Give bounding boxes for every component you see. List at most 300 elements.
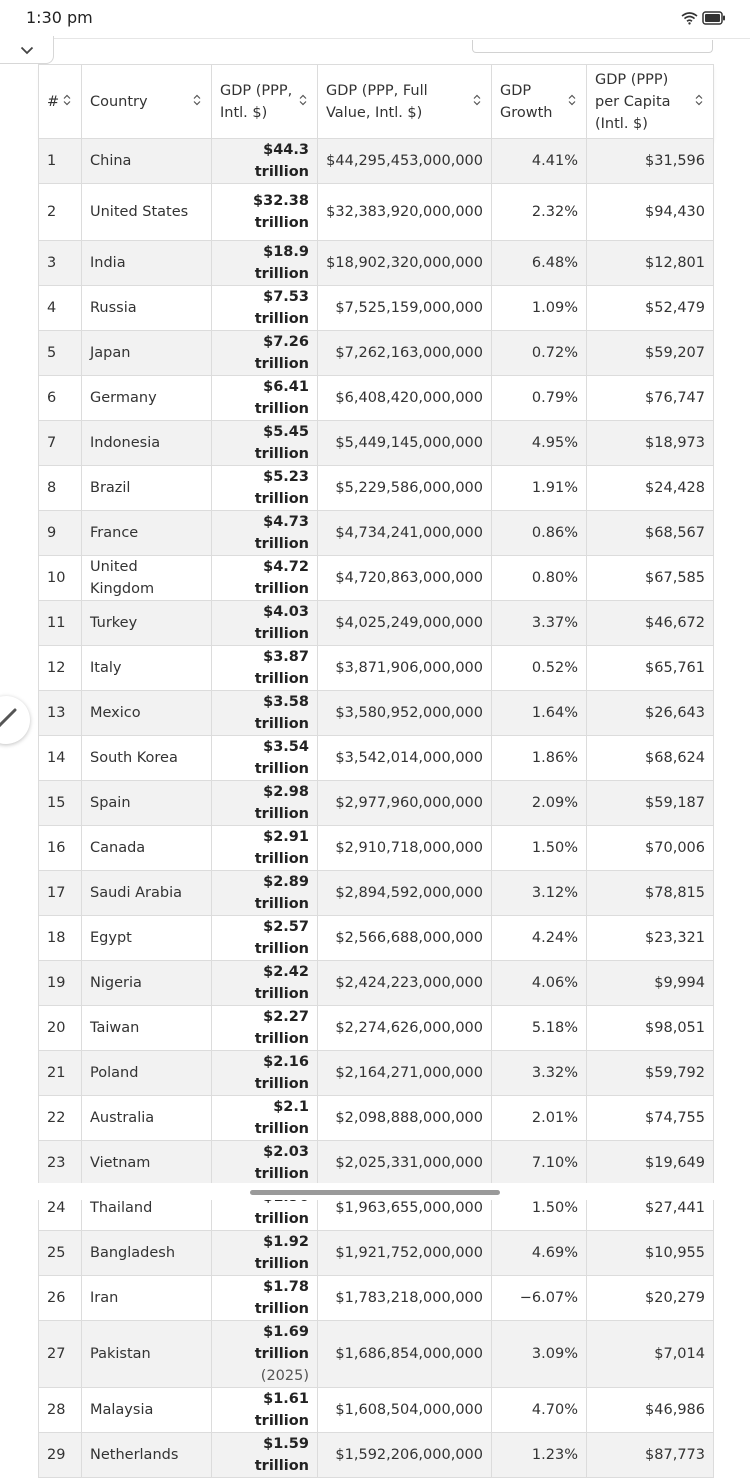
- cell-gdp-text: $44.3 trillion: [254, 142, 309, 180]
- table-row: [39, 916, 714, 961]
- cell-gdp-text: $1.69 trillion: [254, 1324, 309, 1362]
- table-row: [39, 691, 714, 736]
- cell-gdp: [212, 1433, 318, 1478]
- cell-growth: [492, 1433, 587, 1478]
- cell-country-text: Malaysia: [90, 1402, 154, 1418]
- cell-gdp-full: [318, 1096, 492, 1141]
- cell-gdp-full: [318, 556, 492, 601]
- cell-gdp-full-text: $6,408,420,000,000: [335, 390, 483, 406]
- cell-gdp-text: $32.38 trillion: [253, 193, 309, 231]
- cell-rank: [39, 1321, 82, 1388]
- cell-rank: [39, 184, 82, 241]
- cell-rank: [39, 511, 82, 556]
- cell-gdp-full-text: $4,025,249,000,000: [335, 615, 483, 631]
- cell-country: [82, 184, 212, 241]
- cell-country: [82, 286, 212, 331]
- cell-gdp-full: [318, 1388, 492, 1433]
- cell-country: [82, 331, 212, 376]
- cell-rank: [39, 601, 82, 646]
- cell-per-capita-text: $23,321: [645, 930, 705, 946]
- cell-rank-text: 1: [47, 153, 57, 169]
- cell-country-text: Germany: [90, 390, 157, 406]
- cell-gdp-full: [318, 331, 492, 376]
- cell-rank-text: 4: [47, 300, 57, 316]
- cell-per-capita-text: $46,986: [645, 1402, 705, 1418]
- cell-growth-text: 3.12%: [531, 885, 578, 901]
- cell-country: [82, 601, 212, 646]
- sort-icon[interactable]: [473, 91, 483, 113]
- cell-rank: [39, 1096, 82, 1141]
- cell-growth: [492, 511, 587, 556]
- cell-gdp-text: trillion: [254, 1211, 309, 1227]
- cell-gdp-full: [318, 871, 492, 916]
- cell-growth-text: 6.48%: [531, 255, 578, 271]
- cell-country-text: Russia: [90, 300, 137, 316]
- cell-per-capita-text: $10,955: [645, 1245, 705, 1261]
- cell-per-capita: [587, 601, 714, 646]
- cell-rank: [39, 916, 82, 961]
- cell-per-capita-text: $31,596: [645, 153, 705, 169]
- cell-country-text: Vietnam: [90, 1155, 151, 1171]
- cell-gdp-full-text: $2,098,888,000,000: [335, 1110, 483, 1126]
- collapse-button[interactable]: [0, 36, 54, 64]
- table-row: [39, 286, 714, 331]
- cell-gdp: [212, 1141, 318, 1186]
- cell-country-text: China: [90, 153, 132, 169]
- cell-country-text: Bangladesh: [90, 1245, 176, 1261]
- cell-growth-text: −6.07%: [519, 1290, 578, 1306]
- cell-gdp: [212, 511, 318, 556]
- cell-gdp-full: [318, 961, 492, 1006]
- cell-per-capita: [587, 961, 714, 1006]
- table-row: [39, 376, 714, 421]
- cell-gdp-full-text: $3,871,906,000,000: [335, 660, 483, 676]
- cell-rank-text: 14: [47, 750, 66, 766]
- cell-country-text: Egypt: [90, 930, 132, 946]
- cell-per-capita-text: $24,428: [645, 480, 705, 496]
- cell-gdp-full-text: $32,383,920,000,000: [326, 204, 483, 220]
- cell-per-capita: [587, 1276, 714, 1321]
- cell-rank: [39, 826, 82, 871]
- cell-per-capita-text: $27,441: [645, 1200, 705, 1216]
- table-row: [39, 241, 714, 286]
- cell-gdp-full-text: $3,542,014,000,000: [335, 750, 483, 766]
- cell-gdp-text: $4.73 trillion: [254, 514, 309, 552]
- cell-rank-text: 29: [47, 1447, 66, 1463]
- header-label: Country: [90, 93, 148, 110]
- cell-rank: [39, 331, 82, 376]
- cell-rank-text: 12: [47, 660, 66, 676]
- cell-per-capita: [587, 241, 714, 286]
- cell-gdp-full: [318, 466, 492, 511]
- cell-gdp-full-text: $7,262,163,000,000: [335, 345, 483, 361]
- cell-gdp: [212, 556, 318, 601]
- cell-gdp: [212, 1006, 318, 1051]
- column-header-per-capita[interactable]: [587, 65, 714, 139]
- table-row: [39, 601, 714, 646]
- cell-per-capita-text: $87,773: [645, 1447, 705, 1463]
- cell-growth-text: 1.50%: [531, 1200, 578, 1216]
- cell-per-capita-text: $78,815: [645, 885, 705, 901]
- cell-gdp-full: [318, 736, 492, 781]
- cell-per-capita-text: $76,747: [645, 390, 705, 406]
- cell-gdp-full: [318, 139, 492, 184]
- cell-per-capita: [587, 1388, 714, 1433]
- cell-growth-text: 0.80%: [531, 570, 578, 586]
- cell-gdp: [212, 139, 318, 184]
- cell-rank-text: 8: [47, 480, 57, 496]
- cell-rank-text: 26: [47, 1290, 66, 1306]
- cell-gdp: [212, 871, 318, 916]
- cell-gdp: [212, 421, 318, 466]
- header-label: GDP (PPP) per Capita (Intl. $): [595, 71, 671, 132]
- cell-per-capita-text: $67,585: [645, 570, 705, 586]
- cell-growth-text: 0.86%: [531, 525, 578, 541]
- cell-gdp-full-text: $2,894,592,000,000: [335, 885, 483, 901]
- cell-rank: [39, 466, 82, 511]
- cell-country-text: Taiwan: [90, 1020, 140, 1036]
- cell-gdp-full-text: $7,525,159,000,000: [335, 300, 483, 316]
- cell-per-capita: [587, 556, 714, 601]
- pencil-icon: [0, 707, 17, 733]
- cell-country: [82, 916, 212, 961]
- cell-growth: [492, 1096, 587, 1141]
- cell-growth: [492, 421, 587, 466]
- cell-gdp: [212, 646, 318, 691]
- cell-gdp-full-text: $2,910,718,000,000: [335, 840, 483, 856]
- cell-gdp: [212, 466, 318, 511]
- cell-per-capita: [587, 511, 714, 556]
- cell-rank-text: 2: [47, 204, 57, 220]
- cell-rank-text: 5: [47, 345, 57, 361]
- cell-gdp-text: $5.23 trillion: [254, 469, 309, 507]
- cell-rank: [39, 1276, 82, 1321]
- cell-gdp-full-text: $44,295,453,000,000: [326, 153, 483, 169]
- cell-per-capita: [587, 871, 714, 916]
- cell-gdp-full-text: $3,580,952,000,000: [335, 705, 483, 721]
- cell-per-capita: [587, 1321, 714, 1388]
- cell-country-text: Pakistan: [90, 1346, 151, 1362]
- cell-per-capita-text: $20,279: [645, 1290, 705, 1306]
- table-header-row: [39, 65, 714, 139]
- cell-per-capita: [587, 1096, 714, 1141]
- cell-gdp: [212, 916, 318, 961]
- cell-growth-text: 0.72%: [531, 345, 578, 361]
- search-input[interactable]: [472, 40, 713, 53]
- cell-gdp-full: [318, 691, 492, 736]
- cell-rank: [39, 961, 82, 1006]
- cell-gdp-full-text: $1,608,504,000,000: [335, 1402, 483, 1418]
- table-row: [39, 139, 714, 184]
- cell-gdp: [212, 781, 318, 826]
- table-row: [39, 184, 714, 241]
- cell-country: [82, 781, 212, 826]
- cell-country: [82, 376, 212, 421]
- cell-country: [82, 691, 212, 736]
- header-label: GDP (PPP, Intl. $): [220, 82, 293, 121]
- cell-growth-text: 1.86%: [531, 750, 578, 766]
- cell-growth: [492, 691, 587, 736]
- cell-gdp: [212, 241, 318, 286]
- cell-rank-text: 3: [47, 255, 57, 271]
- cell-gdp-full-text: $2,424,223,000,000: [335, 975, 483, 991]
- cell-per-capita-text: $52,479: [645, 300, 705, 316]
- cell-country-text: Indonesia: [90, 435, 161, 451]
- cell-gdp-full-text: $2,977,960,000,000: [335, 795, 483, 811]
- cell-gdp-text: $4.03 trillion: [254, 604, 309, 642]
- cell-gdp-full-text: $4,734,241,000,000: [335, 525, 483, 541]
- cell-gdp-text: $1.92 trillion: [254, 1234, 309, 1272]
- cell-rank: [39, 646, 82, 691]
- cell-country: [82, 646, 212, 691]
- cell-per-capita: [587, 331, 714, 376]
- cell-gdp-text: $1.61 trillion: [254, 1391, 309, 1429]
- cell-gdp-full: [318, 646, 492, 691]
- table-row: [39, 1276, 714, 1321]
- cell-per-capita: [587, 916, 714, 961]
- cell-country-text: France: [90, 525, 139, 541]
- cell-country-text: Canada: [90, 840, 146, 856]
- cell-gdp-text: $2.57 trillion: [254, 919, 309, 957]
- cell-gdp: [212, 826, 318, 871]
- cell-per-capita: [587, 826, 714, 871]
- cell-gdp-text: $3.58 trillion: [254, 694, 309, 732]
- cell-rank: [39, 241, 82, 286]
- cell-growth-text: 7.10%: [531, 1155, 578, 1171]
- cell-gdp-full: [318, 1276, 492, 1321]
- cell-growth-text: 0.79%: [531, 390, 578, 406]
- cell-country: [82, 1096, 212, 1141]
- column-header-country[interactable]: [82, 65, 212, 139]
- cell-growth: [492, 139, 587, 184]
- cell-country: [82, 871, 212, 916]
- cell-gdp: [212, 736, 318, 781]
- cell-growth: [492, 331, 587, 376]
- cell-growth: [492, 1321, 587, 1388]
- table-row: [39, 646, 714, 691]
- cell-rank: [39, 1141, 82, 1186]
- cell-rank-text: 22: [47, 1110, 66, 1126]
- cell-country: [82, 511, 212, 556]
- sort-icon[interactable]: [193, 91, 203, 113]
- table-row: [39, 1141, 714, 1186]
- cell-growth: [492, 781, 587, 826]
- cell-gdp: [212, 601, 318, 646]
- cell-gdp: [212, 691, 318, 736]
- cell-country: [82, 736, 212, 781]
- cell-rank-text: 27: [47, 1346, 66, 1362]
- cell-growth-text: 1.50%: [531, 840, 578, 856]
- cell-gdp-text: $3.87 trillion: [254, 649, 309, 687]
- cell-growth: [492, 556, 587, 601]
- cell-growth-text: 1.23%: [531, 1447, 578, 1463]
- cell-rank: [39, 781, 82, 826]
- column-header-rank[interactable]: [39, 65, 82, 139]
- cell-growth: [492, 601, 587, 646]
- table-row: [39, 511, 714, 556]
- cell-growth-text: 4.69%: [531, 1245, 578, 1261]
- cell-growth: [492, 466, 587, 511]
- cell-gdp-text: $5.45 trillion: [254, 424, 309, 462]
- cell-growth-text: 5.18%: [531, 1020, 578, 1036]
- battery-icon: [702, 10, 726, 29]
- cell-growth-text: 4.24%: [531, 930, 578, 946]
- cell-country-text: United States: [90, 204, 189, 220]
- cell-country: [82, 139, 212, 184]
- cell-rank: [39, 139, 82, 184]
- cell-country: [82, 1141, 212, 1186]
- gdp-table: [38, 64, 714, 1478]
- table-row: [39, 871, 714, 916]
- cell-country: [82, 241, 212, 286]
- cell-growth-text: 4.95%: [531, 435, 578, 451]
- cell-gdp-text: $4.72 trillion: [254, 559, 309, 597]
- cell-country-text: Mexico: [90, 705, 141, 721]
- cell-per-capita-text: $9,994: [654, 975, 705, 991]
- cell-per-capita-text: $59,207: [645, 345, 705, 361]
- cell-per-capita-text: $46,672: [645, 615, 705, 631]
- cell-gdp-full-text: $18,902,320,000,000: [326, 255, 483, 271]
- sort-icon[interactable]: [299, 91, 309, 113]
- cell-rank: [39, 376, 82, 421]
- cell-country: [82, 466, 212, 511]
- cell-country: [82, 421, 212, 466]
- cell-country-text: United Kingdom: [90, 559, 155, 597]
- cell-gdp-text: $6.41 trillion: [254, 379, 309, 417]
- cell-per-capita: [587, 376, 714, 421]
- cell-country: [82, 556, 212, 601]
- home-indicator[interactable]: [250, 1190, 500, 1195]
- cell-gdp-text: $3.54 trillion: [254, 739, 309, 777]
- cell-rank-text: 6: [47, 390, 57, 406]
- sort-icon[interactable]: [63, 91, 73, 113]
- cell-country: [82, 1433, 212, 1478]
- cell-rank-text: 7: [47, 435, 57, 451]
- cell-growth: [492, 241, 587, 286]
- cell-country-text: South Korea: [90, 750, 178, 766]
- table-row: [39, 421, 714, 466]
- cell-gdp-text: $2.98 trillion: [254, 784, 309, 822]
- cell-country-text: Spain: [90, 795, 131, 811]
- wifi-icon: [681, 10, 698, 29]
- cell-gdp-full-text: $2,274,626,000,000: [335, 1020, 483, 1036]
- cell-gdp-full-text: $1,592,206,000,000: [335, 1447, 483, 1463]
- cell-per-capita-text: $7,014: [654, 1346, 705, 1362]
- cell-per-capita: [587, 1231, 714, 1276]
- chevron-down-icon: [20, 40, 34, 59]
- cell-per-capita-text: $65,761: [645, 660, 705, 676]
- cell-per-capita: [587, 286, 714, 331]
- cell-gdp-text: $2.03 trillion: [254, 1144, 309, 1182]
- table-row: [39, 466, 714, 511]
- cell-growth-text: 3.32%: [531, 1065, 578, 1081]
- status-time: 1:30 pm: [26, 8, 93, 27]
- cell-per-capita-text: $68,624: [645, 750, 705, 766]
- cell-growth: [492, 871, 587, 916]
- cell-country-text: India: [90, 255, 126, 271]
- cell-gdp-full-text: $2,164,271,000,000: [335, 1065, 483, 1081]
- cell-gdp-full-text: $1,686,854,000,000: [335, 1346, 483, 1362]
- header-label: GDP Growth: [500, 82, 553, 121]
- status-icons: [681, 10, 726, 29]
- cell-country-text: Poland: [90, 1065, 139, 1081]
- cell-country: [82, 1321, 212, 1388]
- cell-growth: [492, 646, 587, 691]
- cell-growth: [492, 1231, 587, 1276]
- cell-rank-text: 20: [47, 1020, 66, 1036]
- cell-growth: [492, 736, 587, 781]
- cell-growth: [492, 1141, 587, 1186]
- column-header-growth[interactable]: [492, 65, 587, 139]
- cell-per-capita: [587, 691, 714, 736]
- cell-country-text: Turkey: [90, 615, 138, 631]
- cell-growth: [492, 826, 587, 871]
- cell-gdp-text: $2.89 trillion: [254, 874, 309, 912]
- column-header-gdp-ppp[interactable]: [212, 65, 318, 139]
- column-header-gdp-full[interactable]: [318, 65, 492, 139]
- cell-gdp: [212, 1051, 318, 1096]
- cell-country-text: Iran: [90, 1290, 119, 1306]
- header-label: GDP (PPP, Full Value, Intl. $): [326, 82, 428, 121]
- cell-gdp-full: [318, 1433, 492, 1478]
- table-row: [39, 1231, 714, 1276]
- cell-growth-text: 4.06%: [531, 975, 578, 991]
- cell-per-capita-text: $26,643: [645, 705, 705, 721]
- cell-gdp: [212, 184, 318, 241]
- cell-growth: [492, 916, 587, 961]
- table-row: [39, 781, 714, 826]
- cell-gdp: [212, 1276, 318, 1321]
- cell-rank: [39, 1051, 82, 1096]
- cell-gdp-full: [318, 1051, 492, 1096]
- edit-button[interactable]: [0, 696, 30, 744]
- cell-rank-text: 18: [47, 930, 66, 946]
- sort-icon[interactable]: [568, 91, 578, 113]
- table-row: [39, 826, 714, 871]
- cell-per-capita-text: $74,755: [645, 1110, 705, 1126]
- cell-country: [82, 1006, 212, 1051]
- cell-per-capita-text: $68,567: [645, 525, 705, 541]
- cell-rank: [39, 736, 82, 781]
- cell-gdp: [212, 1231, 318, 1276]
- cell-country-text: Italy: [90, 660, 122, 676]
- header-label: #: [47, 93, 60, 110]
- cell-per-capita: [587, 421, 714, 466]
- table-row: [39, 1096, 714, 1141]
- cell-gdp-text: $2.1 trillion: [254, 1099, 309, 1137]
- sort-icon[interactable]: [695, 91, 705, 113]
- cell-rank-text: 15: [47, 795, 66, 811]
- cell-gdp-text: $18.9 trillion: [254, 244, 309, 282]
- cell-growth-text: 1.91%: [531, 480, 578, 496]
- cell-rank-text: 19: [47, 975, 66, 991]
- cell-gdp-text: $2.91 trillion: [254, 829, 309, 867]
- cell-growth: [492, 1051, 587, 1096]
- cell-rank-text: 10: [47, 570, 66, 586]
- cell-gdp-full: [318, 1321, 492, 1388]
- cell-per-capita-text: $70,006: [645, 840, 705, 856]
- cell-per-capita: [587, 646, 714, 691]
- cell-growth-text: 1.09%: [531, 300, 578, 316]
- cell-per-capita-text: $18,973: [645, 435, 705, 451]
- cell-per-capita: [587, 736, 714, 781]
- cell-gdp-full: [318, 286, 492, 331]
- table-body: [39, 139, 714, 1478]
- cell-per-capita-text: $59,187: [645, 795, 705, 811]
- cell-growth-text: 4.41%: [531, 153, 578, 169]
- cell-rank: [39, 421, 82, 466]
- cell-gdp-full: [318, 511, 492, 556]
